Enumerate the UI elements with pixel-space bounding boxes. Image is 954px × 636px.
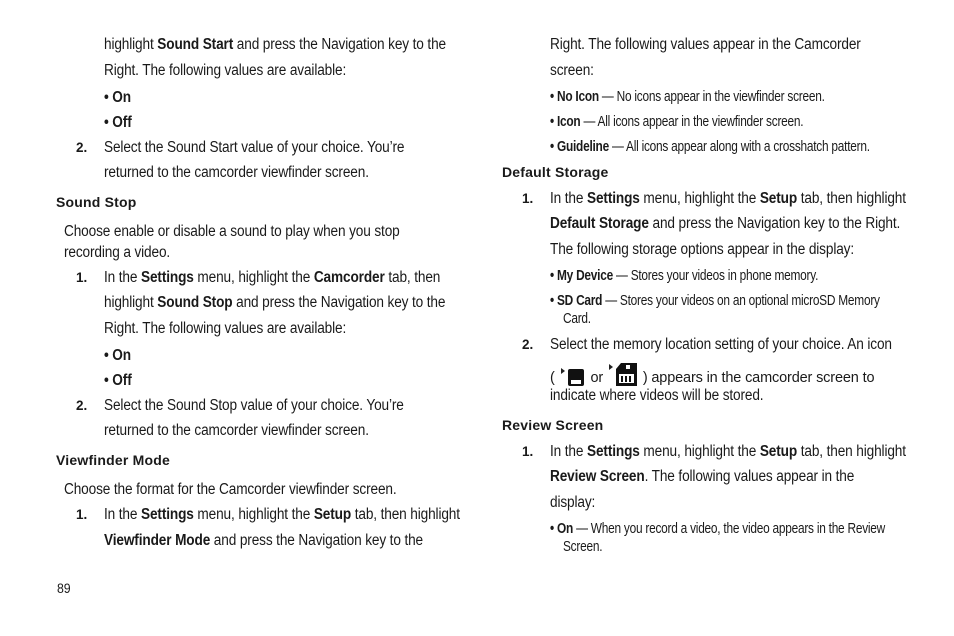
bullet-item: • SD Card — Stores your videos on an optional microSD Memory (550, 293, 880, 309)
bullet-item: • Guideline — All icons appear along with a crosshatch pattern. (550, 139, 870, 155)
step-number: 1. (522, 191, 534, 206)
step-number: 1. (76, 507, 88, 522)
text-line: In the Settings menu, highlight the Camcorder tab, then (104, 269, 441, 286)
step-number: 2. (76, 398, 88, 413)
bullet-item: • My Device — Stores your videos in phone memory. (550, 268, 819, 284)
step-number: 1. (522, 444, 534, 459)
section-heading: Viewfinder Mode (56, 452, 170, 468)
bullet-item: • No Icon — No icons appear in the viewfinder screen. (550, 89, 825, 105)
bullet-item: • Off (104, 372, 132, 389)
text-line: Review Screen. The following values appear in the (550, 468, 855, 485)
text-line: Right. The following values are available: (104, 62, 347, 79)
text-line: Right. The following values are available: (104, 320, 347, 337)
section-heading: Review Screen (502, 417, 604, 433)
text-line: Right. The following values appear in the Camcorder (550, 36, 861, 53)
bullet-item: • Icon — All icons appear in the viewfinder screen. (550, 114, 804, 130)
step-number: 2. (76, 140, 88, 155)
text-line: Choose the format for the Camcorder viewfinder screen. (64, 481, 397, 498)
phone-memory-icon (559, 365, 587, 387)
text-line: Screen. (563, 539, 603, 555)
text-line: ( or ) appears in the camcorder screen to (550, 361, 874, 387)
step-number: 1. (76, 270, 88, 285)
text-line: In the Settings menu, highlight the Setup tab, then highlight (550, 190, 906, 207)
text-line: In the Settings menu, highlight the Setup tab, then highlight (104, 506, 460, 523)
text-line: Select the Sound Stop value of your choice. You’re (104, 397, 404, 414)
bullet-item: • On — When you record a video, the video appears in the Review (550, 521, 885, 537)
bullet-item: • Off (104, 114, 132, 131)
text-line: highlight Sound Stop and press the Navigation key to the (104, 294, 446, 311)
text-line: returned to the camcorder viewfinder screen. (104, 422, 369, 439)
text-line: Card. (563, 311, 591, 327)
text-line: recording a video. (64, 244, 171, 261)
text-line: Default Storage and press the Navigation key to the Right. (550, 215, 901, 232)
text-line: Choose enable or disable a sound to play when you stop (64, 223, 400, 240)
text-line: In the Settings menu, highlight the Setup tab, then highlight (550, 443, 906, 460)
text-line: highlight Sound Start and press the Navigation key to the (104, 36, 446, 53)
text-line: indicate where videos will be stored. (550, 387, 764, 404)
page-number: 89 (57, 580, 71, 596)
sd-card-icon (607, 361, 639, 387)
bullet-item: • On (104, 347, 131, 364)
text-line: The following storage options appear in the display: (550, 241, 855, 258)
step-number: 2. (522, 337, 534, 352)
text-line: Select the memory location setting of your choice. An icon (550, 336, 892, 353)
bullet-item: • On (104, 89, 131, 106)
text-line: screen: (550, 62, 594, 79)
text-line: Select the Sound Start value of your choice. You’re (104, 139, 405, 156)
section-heading: Default Storage (502, 164, 609, 180)
text-line: display: (550, 494, 596, 511)
text-line: returned to the camcorder viewfinder screen. (104, 164, 369, 181)
section-heading: Sound Stop (56, 194, 137, 210)
text-line: Viewfinder Mode and press the Navigation key to the (104, 532, 424, 549)
